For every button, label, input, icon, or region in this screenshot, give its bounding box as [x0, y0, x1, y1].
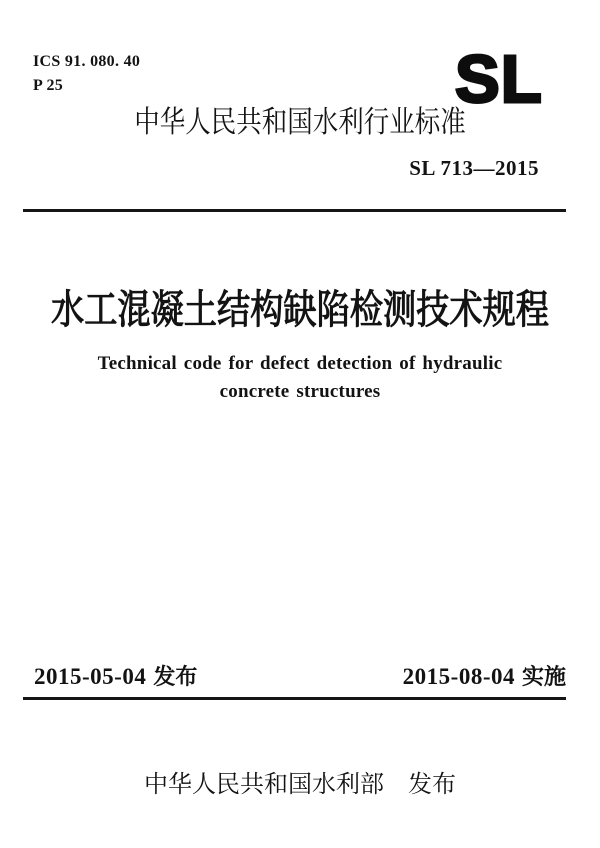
issue-date-group	[34, 663, 197, 690]
issue-date: 2015-05-04	[34, 664, 147, 689]
sl-logo: SL	[455, 42, 543, 117]
title-english	[0, 350, 600, 406]
effective-date: 2015-08-04	[402, 664, 515, 689]
title-chinese-text: 水工混凝土结构缺陷检测技术规程	[51, 288, 549, 332]
title-chinese	[0, 286, 600, 334]
publisher-name: 中华人民共和国水利部	[144, 771, 384, 798]
publisher-action: 发布	[408, 771, 456, 798]
classification-codes	[33, 50, 140, 98]
issue-label: 发布	[153, 664, 198, 689]
title-english-line1: Technical code for defect detection of hydraulic	[97, 353, 503, 374]
effective-label: 实施	[521, 664, 566, 689]
ics-code: ICS 91. 080. 40	[33, 53, 141, 70]
dates-row	[34, 663, 566, 690]
standard-name-text: 中华人民共和国水利行业标准	[134, 106, 466, 139]
standard-number: SL 713—2015	[409, 156, 539, 180]
bottom-horizontal-rule	[23, 697, 566, 700]
effective-date-group	[403, 663, 566, 690]
standard-name-heading	[0, 104, 600, 142]
top-horizontal-rule	[23, 209, 566, 212]
doc-class-code: P 25	[33, 77, 64, 94]
title-english-line2: concrete structures	[219, 381, 381, 402]
publisher-row	[0, 770, 600, 800]
